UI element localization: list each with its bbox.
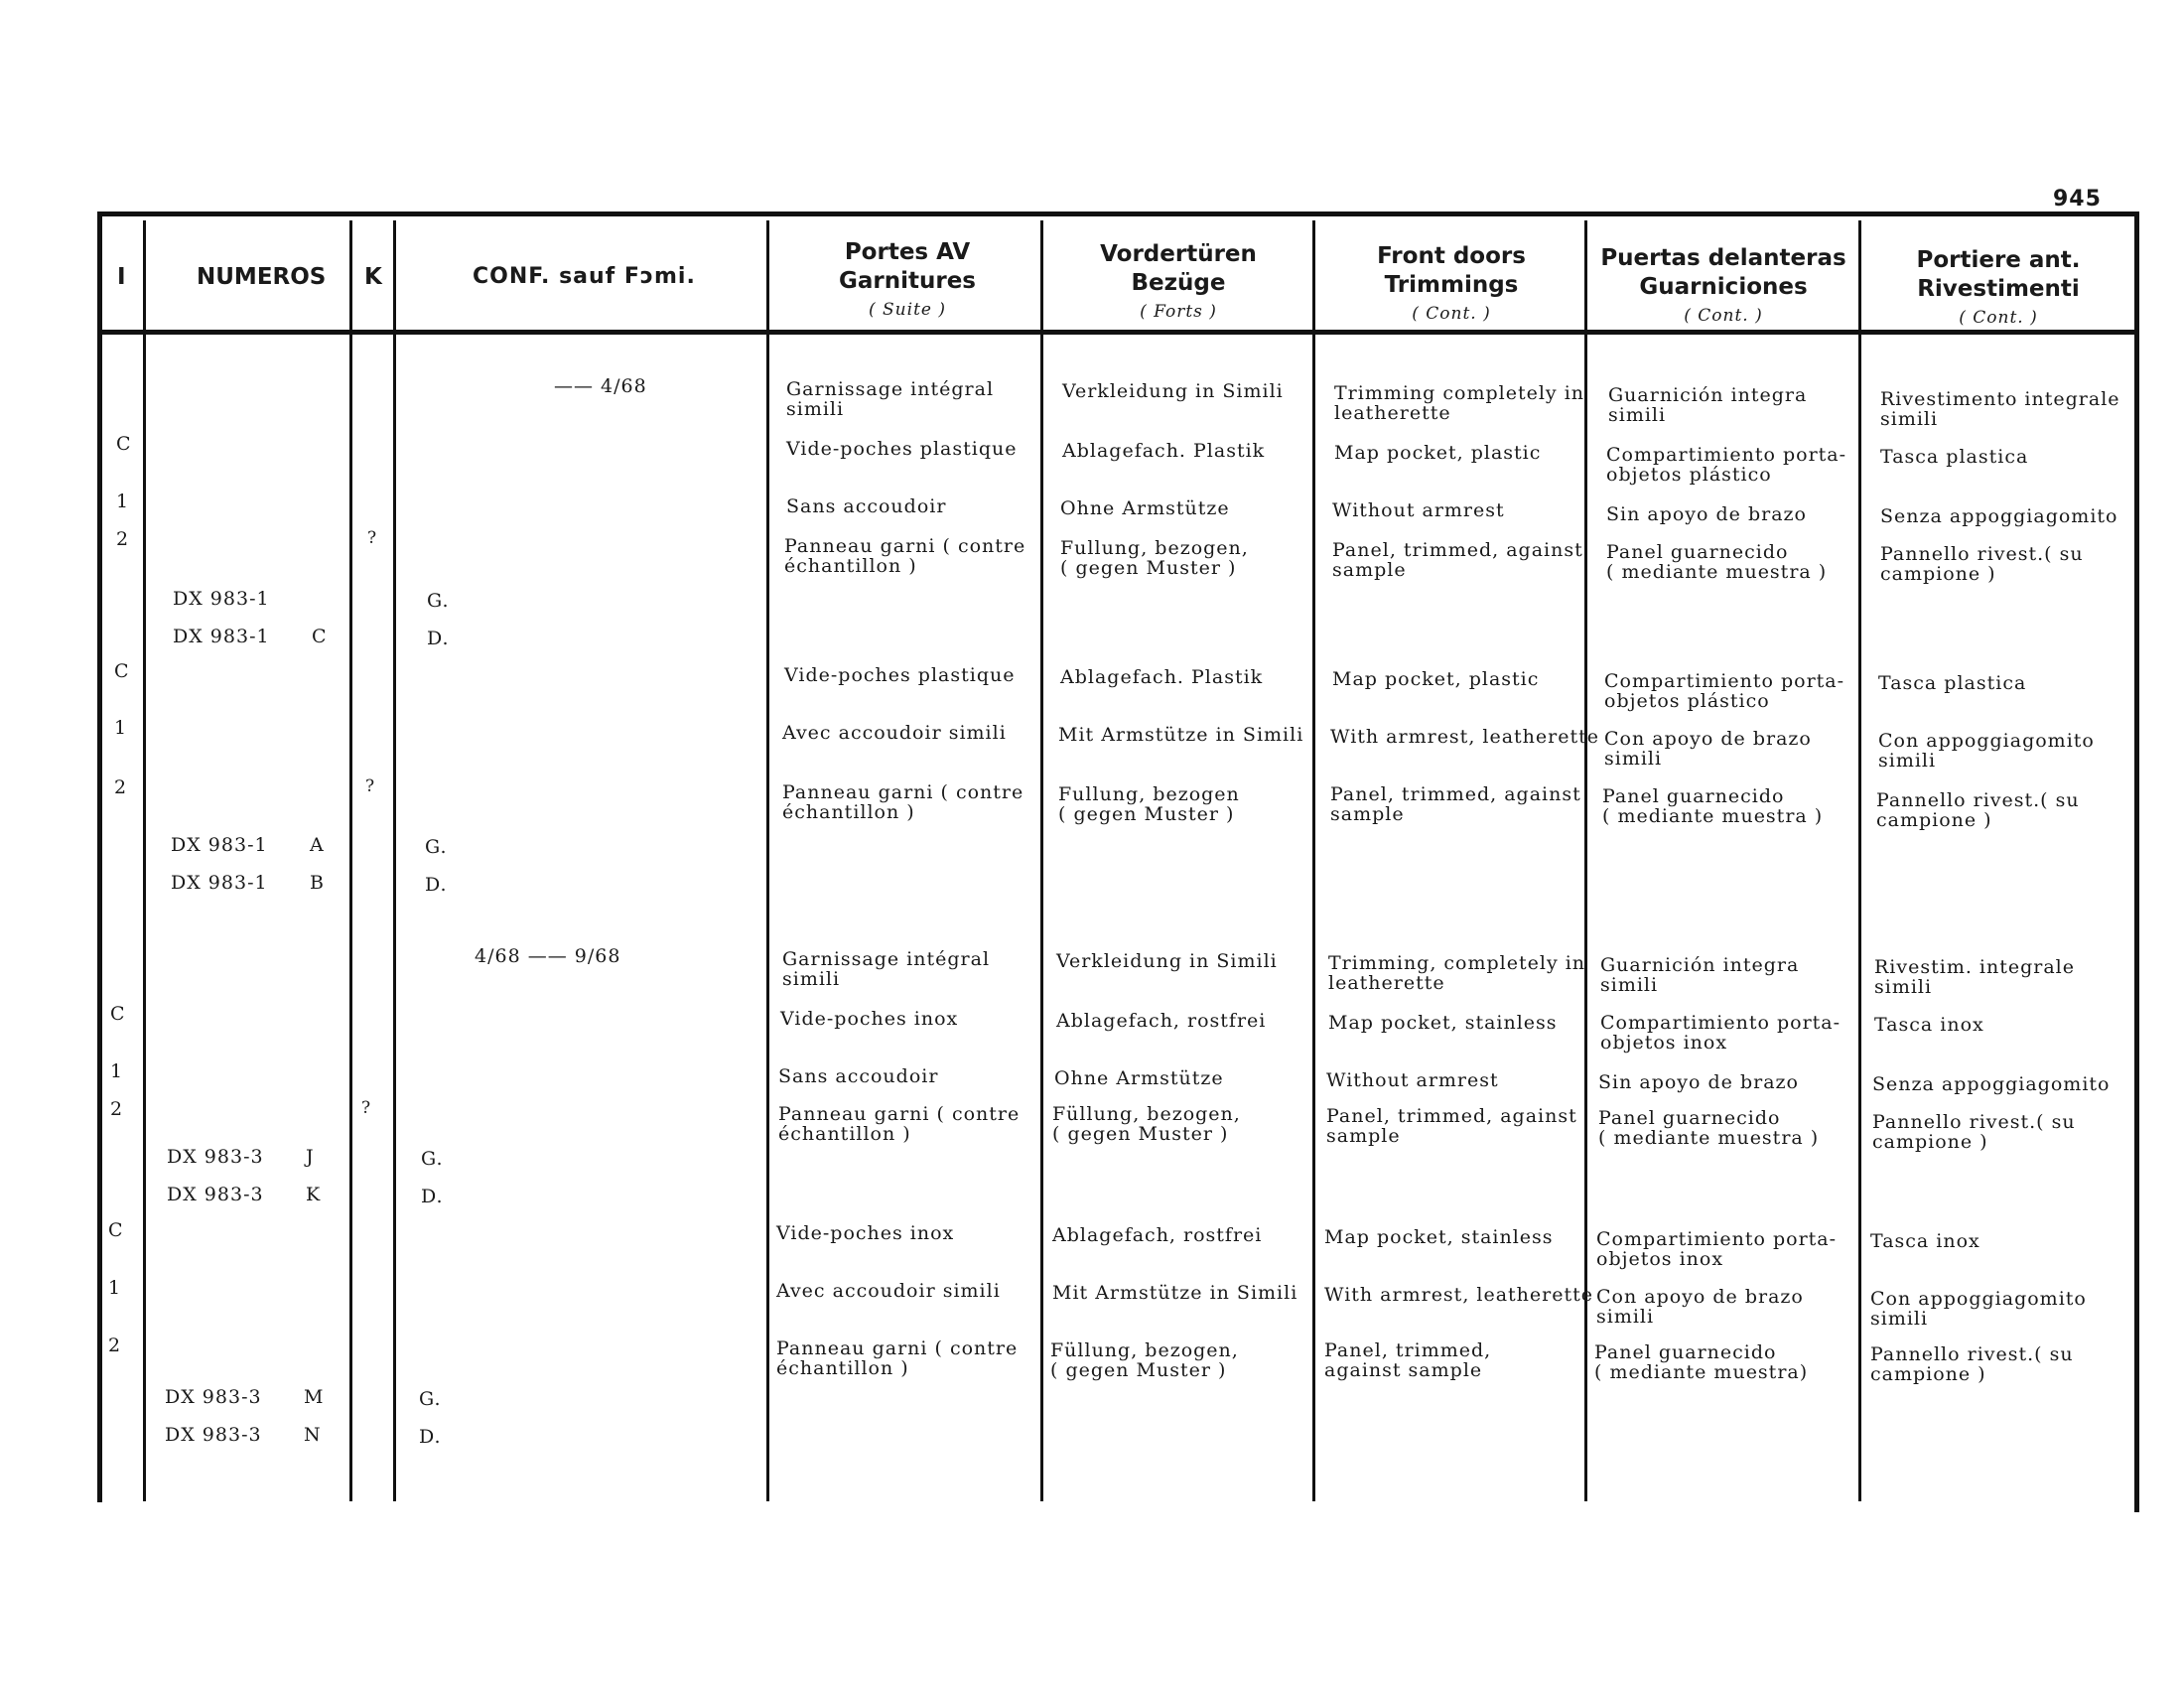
desc-fr: Vide-poches inox [776, 1222, 955, 1244]
header-french-note: ( Suite ) [869, 300, 946, 320]
i-mark: C [114, 660, 130, 682]
desc-fr: Garnissage intégral simili [782, 948, 991, 990]
desc-it: Pannello rivest.( su campione ) [1880, 543, 2084, 585]
header-french [774, 238, 1040, 325]
header-english [1318, 242, 1584, 329]
desc-es: Panel guarnecido ( mediante muestra ) [1598, 1107, 1820, 1149]
header-english-note: ( Cont. ) [1412, 304, 1491, 324]
desc-en: Map pocket, plastic [1332, 668, 1540, 690]
desc-es: Guarnición integra simili [1608, 384, 1808, 426]
i-mark: 1 [110, 1060, 124, 1082]
vline-k [393, 220, 396, 1501]
desc-fr: Avec accoudoir simili [776, 1280, 1001, 1302]
header-i: I [117, 264, 126, 290]
part-number: DX 983-3 [167, 1146, 264, 1168]
desc-fr: Avec accoudoir simili [782, 722, 1007, 744]
desc-it: Rivestim. integrale simili [1874, 956, 2076, 998]
desc-es: Panel guarnecido ( mediante muestra ) [1602, 785, 1824, 827]
desc-de: Ablagefach, rostfrei [1056, 1010, 1267, 1032]
desc-de: Fullung, bezogen, ( gegen Muster ) [1060, 537, 1249, 579]
desc-fr: Garnissage intégral simili [786, 378, 995, 420]
part-number: DX 983-3 [165, 1424, 262, 1446]
desc-de: Ablagefach. Plastik [1060, 666, 1264, 688]
k-mark: ? [361, 1098, 372, 1118]
header-k: K [364, 264, 382, 290]
part-suffix: K [306, 1184, 322, 1205]
vline-lang1 [1040, 220, 1043, 1501]
vline-conf [766, 220, 769, 1501]
desc-it: Pannello rivest.( su campione ) [1870, 1343, 2074, 1385]
desc-es: Compartimiento porta- objetos inox [1596, 1228, 1838, 1270]
desc-it: Pannello rivest.( su campione ) [1876, 789, 2080, 831]
part-number: DX 983-1 [171, 872, 268, 894]
i-mark: C [116, 433, 132, 455]
desc-it: Con appoggiagomito simili [1878, 730, 2095, 772]
desc-it: Con appoggiagomito simili [1870, 1288, 2087, 1330]
desc-en: Panel, trimmed, against sample [1332, 539, 1583, 581]
conf-side: G. [421, 1148, 444, 1170]
desc-en: Panel, trimmed, against sample [1324, 1339, 1492, 1381]
part-suffix: B [310, 872, 325, 894]
desc-fr: Panneau garni ( contre échantillon ) [782, 781, 1024, 823]
desc-de: Ohne Armstütze [1054, 1067, 1224, 1089]
i-mark: C [110, 1003, 126, 1025]
desc-es: Con apoyo de brazo simili [1596, 1286, 1804, 1328]
header-conf: CONF. sauf Fɔmi. [473, 264, 696, 289]
vline-lang3 [1584, 220, 1587, 1501]
desc-de: Füllung, bezogen, ( gegen Muster ) [1050, 1339, 1239, 1381]
page-number: 945 [2053, 187, 2102, 211]
i-mark: 2 [108, 1335, 122, 1356]
conf-side: G. [425, 836, 448, 858]
header-spanish-title: Puertas delanteras [1600, 245, 1846, 271]
desc-es: Sin apoyo de brazo [1598, 1071, 1799, 1093]
desc-it: Senza appoggiagomito [1880, 505, 2118, 527]
desc-de: Fullung, bezogen ( gegen Muster ) [1058, 783, 1240, 825]
header-spanish-subtitle: Guarniciones [1639, 274, 1808, 300]
desc-de: Verkleidung in Simili [1056, 950, 1278, 972]
part-suffix: C [312, 626, 328, 647]
vline-i [143, 220, 146, 1501]
part-suffix: N [304, 1424, 322, 1446]
desc-en: Without armrest [1332, 499, 1505, 521]
desc-de: Ablagefach, rostfrei [1052, 1224, 1263, 1246]
desc-en: Panel, trimmed, against sample [1330, 783, 1581, 825]
i-mark: C [108, 1219, 124, 1241]
i-mark: 1 [116, 491, 130, 512]
desc-de: Mit Armstütze in Simili [1058, 724, 1304, 746]
conf-side: D. [419, 1426, 442, 1448]
desc-fr: Vide-poches plastique [786, 438, 1018, 460]
vline-left [97, 211, 102, 1502]
vline-lang2 [1312, 220, 1315, 1501]
part-suffix: J [306, 1146, 315, 1168]
desc-fr: Panneau garni ( contre échantillon ) [784, 535, 1026, 577]
desc-it: Rivestimento integrale simili [1880, 388, 2120, 430]
period-label: —— 4/68 [554, 375, 647, 397]
part-number: DX 983-1 [171, 834, 268, 856]
desc-fr: Vide-poches inox [780, 1008, 959, 1030]
header-spanish-note: ( Cont. ) [1684, 306, 1763, 326]
part-suffix: A [310, 834, 325, 856]
part-number: DX 983-3 [167, 1184, 264, 1205]
desc-en: Panel, trimmed, against sample [1326, 1105, 1577, 1147]
k-mark: ? [365, 776, 376, 796]
header-italian [1862, 246, 2134, 333]
conf-side: D. [427, 628, 450, 649]
header-german-note: ( Forts ) [1140, 302, 1217, 322]
i-mark: 2 [110, 1098, 124, 1120]
desc-fr: Panneau garni ( contre échantillon ) [776, 1337, 1019, 1379]
header-numeros: NUMEROS [197, 264, 327, 290]
desc-en: Map pocket, stainless [1324, 1226, 1554, 1248]
desc-it: Tasca plastica [1878, 672, 2027, 694]
desc-en: Trimming, completely in leatherette [1328, 952, 1586, 994]
header-italian-title: Portiere ant. [1916, 247, 2081, 273]
conf-side: G. [419, 1388, 442, 1410]
desc-es: Sin apoyo de brazo [1606, 503, 1807, 525]
part-number: DX 983-3 [165, 1386, 262, 1408]
vline-numeros [349, 220, 352, 1501]
i-mark: 1 [108, 1277, 122, 1299]
desc-es: Guarnición integra simili [1600, 954, 1800, 996]
part-number: DX 983-1 [173, 626, 270, 647]
header-english-title: Front doors [1377, 243, 1526, 269]
desc-en: Without armrest [1326, 1069, 1499, 1091]
header-english-subtitle: Trimmings [1384, 272, 1519, 298]
header-italian-note: ( Cont. ) [1959, 308, 2038, 328]
desc-de: Ohne Armstütze [1060, 497, 1230, 519]
desc-it: Senza appoggiagomito [1872, 1073, 2111, 1095]
header-italian-subtitle: Rivestimenti [1917, 276, 2080, 302]
desc-es: Compartimiento porta- objetos plástico [1604, 670, 1845, 712]
part-suffix: M [304, 1386, 325, 1408]
desc-en: Map pocket, plastic [1334, 442, 1542, 464]
desc-fr: Sans accoudoir [786, 495, 947, 517]
desc-it: Pannello rivest.( su campione ) [1872, 1111, 2076, 1153]
i-mark: 2 [114, 776, 128, 798]
desc-es: Panel guarnecido ( mediante muestra ) [1606, 541, 1828, 583]
desc-fr: Sans accoudoir [778, 1065, 939, 1087]
desc-de: Verkleidung in Simili [1062, 380, 1284, 402]
desc-es: Compartimiento porta- objetos inox [1600, 1012, 1842, 1054]
part-number: DX 983-1 [173, 588, 270, 610]
desc-fr: Panneau garni ( contre échantillon ) [778, 1103, 1021, 1145]
conf-side: D. [425, 874, 448, 896]
vline-right [2134, 211, 2139, 1512]
desc-it: Tasca inox [1870, 1230, 1980, 1252]
desc-es: Compartimiento porta- objetos plástico [1606, 444, 1847, 486]
conf-side: G. [427, 590, 450, 612]
desc-es: Panel guarnecido ( mediante muestra) [1594, 1341, 1809, 1383]
k-mark: ? [367, 528, 378, 548]
desc-en: Map pocket, stainless [1328, 1012, 1558, 1034]
desc-fr: Vide-poches plastique [784, 664, 1016, 686]
period-label: 4/68 —— 9/68 [475, 945, 621, 967]
header-french-title: Portes AV [844, 239, 971, 265]
header-german [1044, 240, 1312, 327]
desc-it: Tasca plastica [1880, 446, 2029, 468]
header-spanish [1588, 244, 1858, 331]
desc-en: With armrest, leatherette [1330, 726, 1600, 748]
header-german-title: Vordertüren [1100, 241, 1257, 267]
i-mark: 2 [116, 528, 130, 550]
vline-lang4 [1858, 220, 1861, 1501]
desc-de: Ablagefach. Plastik [1062, 440, 1266, 462]
desc-en: Trimming completely in leatherette [1334, 382, 1585, 424]
header-german-subtitle: Bezüge [1131, 270, 1226, 296]
header-french-subtitle: Garnitures [839, 268, 976, 294]
conf-side: D. [421, 1186, 444, 1207]
desc-de: Mit Armstütze in Simili [1052, 1282, 1298, 1304]
desc-en: With armrest, leatherette [1324, 1284, 1594, 1306]
desc-es: Con apoyo de brazo simili [1604, 728, 1812, 770]
top-rule [97, 211, 2138, 216]
desc-de: Füllung, bezogen, ( gegen Muster ) [1052, 1103, 1241, 1145]
desc-it: Tasca inox [1874, 1014, 1984, 1036]
i-mark: 1 [114, 717, 128, 739]
